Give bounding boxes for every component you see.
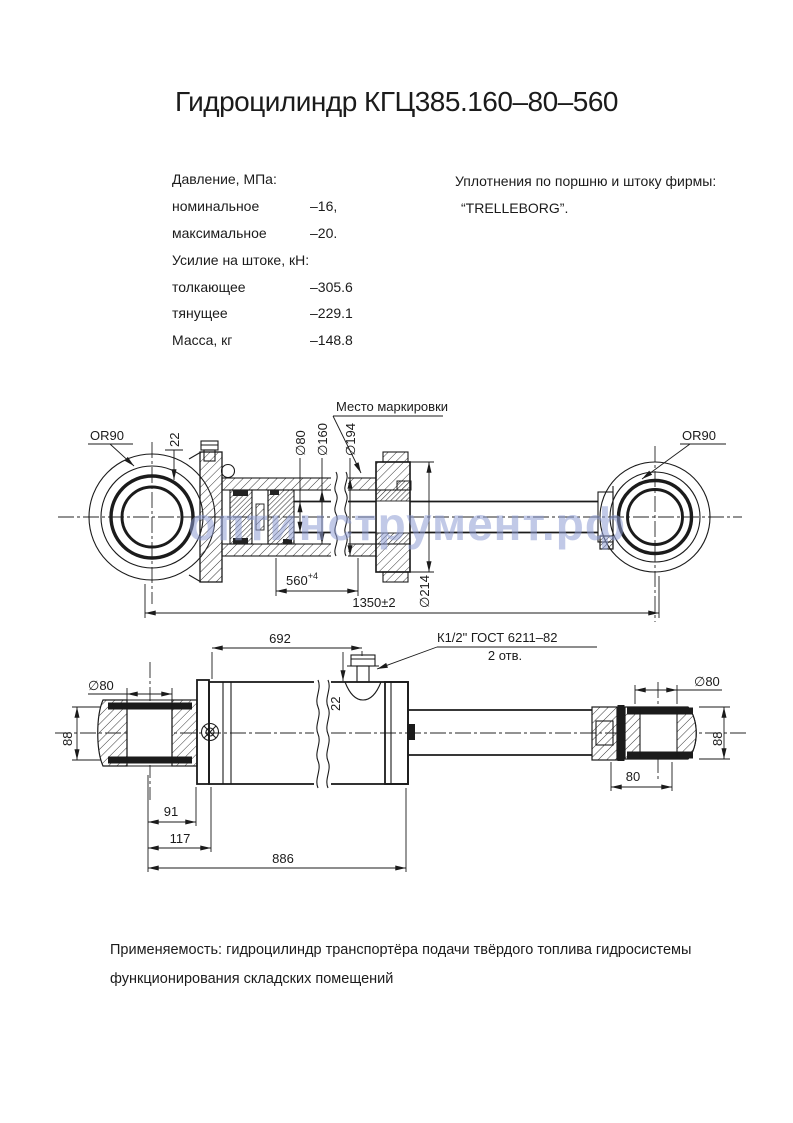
watermark: оптинструмент.рф	[188, 498, 627, 550]
spec-value: –16,	[310, 198, 338, 215]
eye-block-right	[592, 705, 696, 761]
port-qty-label: 2 отв.	[487, 648, 523, 663]
dim-117-label: 117	[169, 831, 191, 846]
application-note-line1: Применяемость: гидроцилиндр транспортёра подачи твёрдого топлива гидросистемы	[110, 942, 692, 958]
dim-88-right-label: 88	[710, 731, 725, 746]
head-plate-left	[197, 680, 219, 784]
spec-label: Усилие на штоке, кН:	[172, 251, 310, 268]
dim-692	[212, 631, 362, 679]
application-note-line2: функционирования складских помещений	[110, 971, 394, 987]
marking-place-label: Место маркировки	[336, 399, 449, 414]
port-plug-exterior	[345, 655, 381, 700]
piston-assembly	[230, 490, 294, 544]
dia194-label: ∅194	[343, 422, 358, 456]
spec-label: тянущее	[172, 305, 228, 322]
spec-value: –229.1	[310, 305, 353, 322]
dia214-label: ∅214	[417, 574, 432, 608]
cylinder-tube-exterior	[209, 680, 408, 788]
dim-22-label: 22	[167, 432, 182, 447]
rod-exterior	[408, 710, 592, 755]
dim-80	[611, 762, 672, 791]
dim-560-label: 560	[286, 573, 308, 588]
dia160-label: ∅160	[315, 422, 330, 456]
dim-560	[276, 558, 358, 596]
dia80-left-label: ∅80	[88, 678, 114, 693]
application-note	[110, 936, 730, 994]
gland-flange	[376, 452, 411, 582]
spec-label: номинальное	[172, 198, 260, 215]
dim-80-label: 80	[625, 769, 641, 784]
break-lines	[331, 470, 348, 558]
dim-886	[148, 788, 406, 872]
seals-note-line1: Уплотнения по поршню и штоку фирмы:	[455, 173, 717, 189]
eye-block-left	[98, 700, 197, 766]
or90-right-label: OR90	[682, 428, 716, 443]
spec-label: максимальное	[172, 224, 267, 241]
dim-692-label: 692	[269, 631, 291, 646]
spec-value: –148.8	[310, 332, 353, 349]
seals-note-line2: “TRELLEBORG”.	[461, 200, 569, 216]
dim-dia80-right	[635, 674, 722, 704]
dim-dia214	[410, 462, 434, 608]
port-callout	[377, 630, 597, 669]
dia80-label: ∅80	[293, 430, 308, 456]
port-spec-label: К1/2" ГОСТ 6211–82	[437, 630, 558, 645]
spec-label: толкающее	[172, 278, 246, 295]
dim-560-tolerance: +4	[307, 571, 318, 581]
dim-1350-label: 1350±2	[352, 595, 396, 610]
drawing-title: Гидроцилиндр КГЦ385.160–80–560	[175, 86, 618, 117]
dim-886-label: 886	[272, 851, 294, 866]
spec-label: Масса, кг	[172, 332, 233, 349]
spec-label: Давление, МПа:	[172, 171, 277, 188]
drawing-section-view	[58, 399, 742, 622]
dia80-right-label: ∅80	[694, 674, 720, 689]
dim-117	[148, 787, 211, 852]
dim-dia80-left	[88, 678, 172, 701]
dim-91-label: 91	[163, 804, 179, 819]
spec-value: –305.6	[310, 278, 353, 295]
dim-88-left-label: 88	[60, 731, 75, 746]
drawing-exterior-view	[55, 630, 748, 872]
spec-value: –20.	[310, 224, 338, 241]
svg-text:560+4	[286, 571, 318, 588]
or90-left-label: OR90	[90, 428, 124, 443]
dim-88-left	[60, 707, 101, 760]
leader-or90-left	[88, 428, 134, 466]
dim-22-exterior-label: 22	[328, 696, 343, 711]
dim-91	[148, 775, 196, 872]
